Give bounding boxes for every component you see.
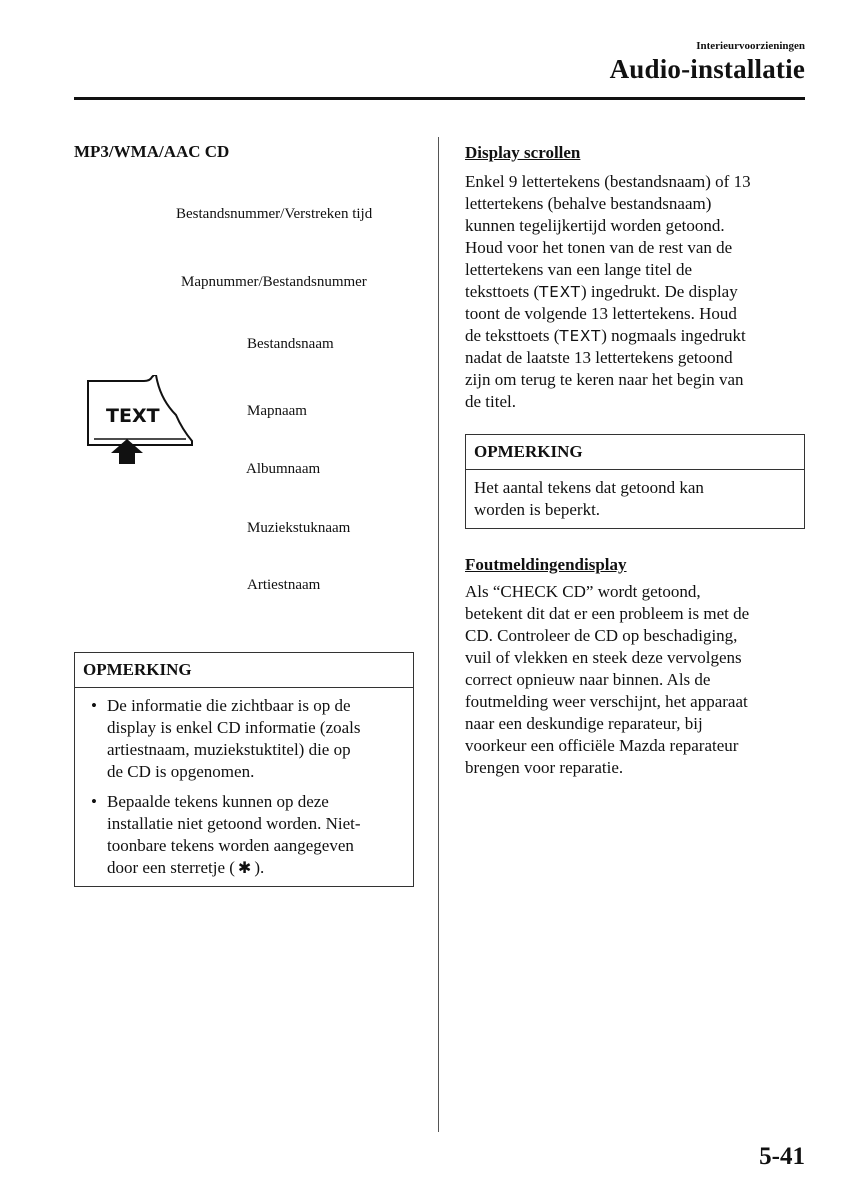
note-text: display is enkel CD informatie (zoals bbox=[107, 718, 361, 737]
left-note-title: OPMERKING bbox=[75, 653, 413, 688]
note-text: toonbare tekens worden aangegeven bbox=[107, 836, 354, 855]
bullet: • bbox=[91, 792, 97, 811]
body-text: Enkel 9 lettertekens (bestandsnaam) of 13 bbox=[465, 172, 751, 191]
display-scroll-title: Display scrollen bbox=[465, 143, 581, 162]
list-item bbox=[83, 791, 405, 879]
display-scroll-section bbox=[465, 142, 805, 413]
body-text: correct opnieuw naar binnen. Als de bbox=[465, 670, 711, 689]
cycle-label-file-name: Bestandsnaam bbox=[247, 336, 334, 352]
note-text: De informatie die zichtbaar is op de bbox=[107, 696, 351, 715]
left-note-box bbox=[74, 652, 414, 887]
body-text: lettertekens (behalve bestandsnaam) bbox=[465, 194, 712, 213]
body-text: Houd voor het tonen van de rest van de bbox=[465, 238, 733, 257]
right-note-body bbox=[466, 470, 804, 528]
text-button-illustration bbox=[84, 375, 194, 465]
body-text: CD. Controleer de CD op beschadiging, bbox=[465, 626, 738, 645]
note-text: worden is beperkt. bbox=[474, 500, 601, 519]
body-text: lettertekens van een lange titel de bbox=[465, 260, 693, 279]
text-key-label: TEXT bbox=[539, 283, 581, 301]
right-note-box bbox=[465, 434, 805, 529]
page-number: 5-41 bbox=[759, 1143, 805, 1170]
body-text: kunnen tegelijkertijd worden getoond. bbox=[465, 216, 725, 235]
body-text: de teksttoets ( bbox=[465, 326, 560, 345]
column-divider bbox=[438, 137, 439, 1132]
asterisk-icon: ✱ bbox=[237, 858, 252, 877]
body-text: ) ingedrukt. De display bbox=[580, 282, 738, 301]
note-text: artiestnaam, muziekstuktitel) die op bbox=[107, 740, 351, 759]
left-note-body bbox=[75, 688, 413, 886]
chapter-title: Audio-installatie bbox=[609, 54, 805, 84]
display-scroll-body bbox=[465, 171, 805, 413]
text-button-label: TEXT bbox=[106, 405, 160, 427]
left-heading: MP3/WMA/AAC CD bbox=[74, 142, 230, 161]
body-text: naar een deskundige reparateur, bij bbox=[465, 714, 703, 733]
note-text: de CD is opgenomen. bbox=[107, 762, 255, 781]
cycle-label-file-number-time: Bestandsnummer/Verstreken tijd bbox=[176, 206, 373, 222]
body-text: de titel. bbox=[465, 392, 516, 411]
body-text: ) nogmaals ingedrukt bbox=[601, 326, 746, 345]
right-note-title: OPMERKING bbox=[466, 435, 804, 470]
error-display-title: Foutmeldingendisplay bbox=[465, 555, 627, 574]
body-text: toont de volgende 13 lettertekens. Houd bbox=[465, 304, 737, 323]
note-text: door een sterretje ( bbox=[107, 858, 235, 877]
body-text: foutmelding weer verschijnt, het apparaat bbox=[465, 692, 748, 711]
bullet: • bbox=[91, 696, 97, 715]
body-text: betekent dit dat er een probleem is met de bbox=[465, 604, 750, 623]
cycle-label-folder-file-number: Mapnummer/Bestandsnummer bbox=[181, 274, 367, 290]
list-item bbox=[83, 695, 405, 783]
note-text: installatie niet getoond worden. Niet- bbox=[107, 814, 361, 833]
note-text: Het aantal tekens dat getoond kan bbox=[474, 478, 704, 497]
body-text: vuil of vlekken en steek deze vervolgens bbox=[465, 648, 742, 667]
cycle-label-track-name: Muziekstuknaam bbox=[247, 520, 351, 536]
error-display-body bbox=[465, 581, 805, 779]
body-text: Als “CHECK CD” wordt getoond, bbox=[465, 582, 701, 601]
error-display-section bbox=[465, 554, 805, 779]
body-text: brengen voor reparatie. bbox=[465, 758, 624, 777]
cycle-label-folder-name: Mapnaam bbox=[247, 403, 307, 419]
text-button-icon bbox=[84, 375, 194, 465]
cycle-label-album-name: Albumnaam bbox=[246, 461, 321, 477]
text-key-label: TEXT bbox=[559, 327, 602, 345]
body-text: zijn om terug te keren naar het begin van bbox=[465, 370, 744, 389]
note-text: Bepaalde tekens kunnen op deze bbox=[107, 792, 329, 811]
note-text: ). bbox=[254, 858, 265, 877]
cycle-label-artist-name: Artiestnaam bbox=[247, 577, 321, 593]
body-text: nadat de laatste 13 lettertekens getoond bbox=[465, 348, 733, 367]
header-rule bbox=[74, 97, 805, 100]
section-label: Interieurvoorzieningen bbox=[696, 40, 805, 52]
body-text: voorkeur een officiële Mazda reparateur bbox=[465, 736, 739, 755]
body-text: teksttoets ( bbox=[465, 282, 540, 301]
